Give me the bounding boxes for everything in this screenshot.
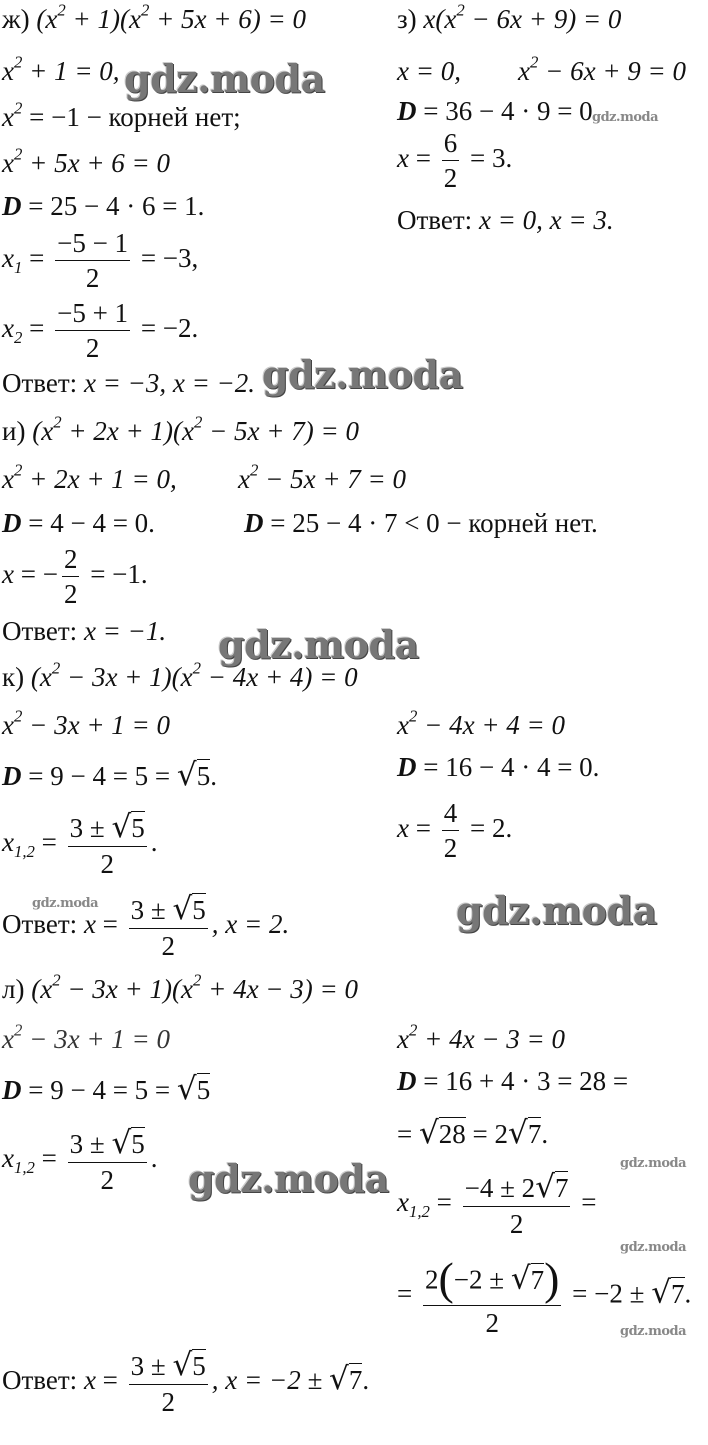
- watermark: gdz.moda: [456, 888, 657, 933]
- k-answer-fraction: $\frac{3 \pm √5}{2}$: [130, 891, 206, 962]
- watermark: gdz.moda: [218, 622, 419, 667]
- l-roots-b-fraction: $\frac{-4 \pm 2√7}{2}$: [464, 1169, 569, 1240]
- z-answer: Ответ: x = 0, x = 3.: [397, 205, 614, 235]
- l-roots-12: $x_{1,2}$ = $\frac{3 \pm √5}{2}$ .: [2, 1125, 158, 1196]
- i-line-1a: $x^2 + 2x + 1 = 0$,: [2, 460, 177, 494]
- zh-line-1: $x^2 + 1 = 0$,: [2, 52, 120, 86]
- problem-k-expression: $(x^2 - 3x + 1)(x^2 - 4x + 4) = 0$: [30, 658, 358, 692]
- k-roots-12: $x_{1,2}$ = $\frac{3 \pm √5}{2}$ .: [2, 809, 158, 880]
- l-roots-c-fraction: $\frac{2(-2 \pm √7)}{2}$: [424, 1253, 560, 1338]
- problem-k-equation: [2, 658, 358, 692]
- watermark: gdz.moda: [620, 1240, 687, 1255]
- zh-root-2: $x_2$ = $\frac{-5 + 1}{2}$ = −2.: [2, 298, 199, 363]
- l-roots-c: = $\frac{2(-2 \pm √7)}{2}$ = −2 ± √7.: [397, 1253, 692, 1338]
- problem-i-equation: [2, 412, 359, 446]
- i-answer: Ответ: x = −1.: [2, 616, 167, 646]
- watermark: gdz.moda: [32, 896, 99, 911]
- z-discriminant: D = 36 − 4 · 9 = 0: [397, 96, 593, 126]
- zh-discriminant: D = 25 − 4 · 6 = 1.: [2, 191, 205, 221]
- problem-z-equation: [397, 0, 622, 34]
- k-line-1b: $x^2 - 4x + 4 = 0$: [397, 706, 566, 740]
- l-answer-fraction: $\frac{3 \pm √5}{2}$: [130, 1347, 206, 1418]
- i-discriminant-b: D = 25 − 4 · 7 < 0 − корней нет.: [244, 508, 598, 538]
- zh-answer: Ответ: x = −3, x = −2.: [2, 368, 256, 398]
- l-roots-b: $x_{1,2}$ = $\frac{-4 \pm 2√7}{2}$ =: [397, 1169, 597, 1240]
- i-root-fraction: $\frac{2}{2}$: [63, 544, 78, 609]
- zh-root-2-fraction: $\frac{-5 + 1}{2}$: [57, 298, 129, 363]
- zh-line-2: $x^2 = -1$ − корней нет;: [2, 98, 241, 132]
- k-line-1a: $x^2 - 3x + 1 = 0$: [2, 706, 171, 740]
- z-line-1b: $x^2 - 6x + 9 = 0$: [518, 52, 687, 86]
- watermark: gdz.moda: [620, 1156, 687, 1171]
- l-discriminant-b: D = 16 + 4 · 3 = 28 =: [397, 1066, 629, 1096]
- l-line-1a: $x^2 - 3x + 1 = 0$: [2, 1020, 171, 1054]
- k-discriminant-b: D = 16 − 4 · 4 = 0.: [397, 752, 600, 782]
- i-root: x = − $\frac{2}{2}$ = −1.: [2, 544, 148, 609]
- problem-z-expression: $x(x^2 - 6x + 9) = 0$: [423, 0, 622, 34]
- i-line-1b: $x^2 - 5x + 7 = 0$: [238, 460, 407, 494]
- problem-zh-label: ж): [2, 4, 30, 34]
- zh-root-1-fraction: $\frac{-5 - 1}{2}$: [57, 228, 129, 293]
- problem-l-equation: [2, 970, 358, 1004]
- problem-l-expression: $(x^2 - 3x + 1)(x^2 + 4x - 3) = 0$: [31, 970, 358, 1004]
- problem-i-label: и): [2, 416, 26, 446]
- watermark: gdz.moda: [620, 1324, 687, 1339]
- problem-k-label: к): [2, 662, 25, 692]
- zh-root-1: $x_1$ = $\frac{-5 - 1}{2}$ = −3,: [2, 228, 199, 293]
- k-answer: Ответ: x = $\frac{3 \pm √5}{2}$ , x = 2.: [2, 891, 290, 962]
- k-discriminant-a: D = 9 − 4 = 5 = √5.: [2, 757, 217, 793]
- l-line-1b: $x^2 + 4x - 3 = 0$: [397, 1020, 566, 1054]
- zh-line-3: $x^2 + 5x + 6 = 0$: [2, 144, 171, 178]
- problem-i-expression: $(x^2 + 2x + 1)(x^2 - 5x + 7) = 0$: [32, 412, 359, 446]
- k-root-b-fraction: $\frac{4}{2}$: [443, 798, 458, 863]
- problem-zh-expression: $(x^2 + 1)(x^2 + 5x + 6) = 0$: [36, 0, 306, 34]
- z-line-1: x = 0,: [397, 56, 461, 86]
- z-root: x = $\frac{6}{2}$ = 3.: [397, 128, 513, 193]
- l-roots-12-fraction: $\frac{3 \pm √5}{2}$: [69, 1125, 145, 1196]
- k-roots-12-fraction: $\frac{3 \pm √5}{2}$: [69, 809, 145, 880]
- watermark: gdz.moda: [592, 110, 659, 125]
- problem-zh-equation: [2, 0, 306, 34]
- l-discriminant-a: D = 9 − 4 = 5 = √5: [2, 1071, 211, 1107]
- watermark: gdz.moda: [262, 352, 463, 397]
- watermark: gdz.moda: [188, 1156, 389, 1201]
- watermark: gdz.moda: [124, 56, 325, 101]
- i-discriminant-a: D = 4 − 4 = 0.: [2, 508, 155, 538]
- k-root-b: x = $\frac{4}{2}$ = 2.: [397, 798, 513, 863]
- l-answer: Ответ: x = $\frac{3 \pm √5}{2}$ , x = −2 ± √7.: [2, 1347, 370, 1418]
- problem-z-label: з): [397, 4, 417, 34]
- z-root-fraction: $\frac{6}{2}$: [443, 128, 458, 193]
- problem-l-label: л): [2, 974, 25, 1004]
- l-sqrt-line: = √28 = 2√7.: [397, 1115, 549, 1151]
